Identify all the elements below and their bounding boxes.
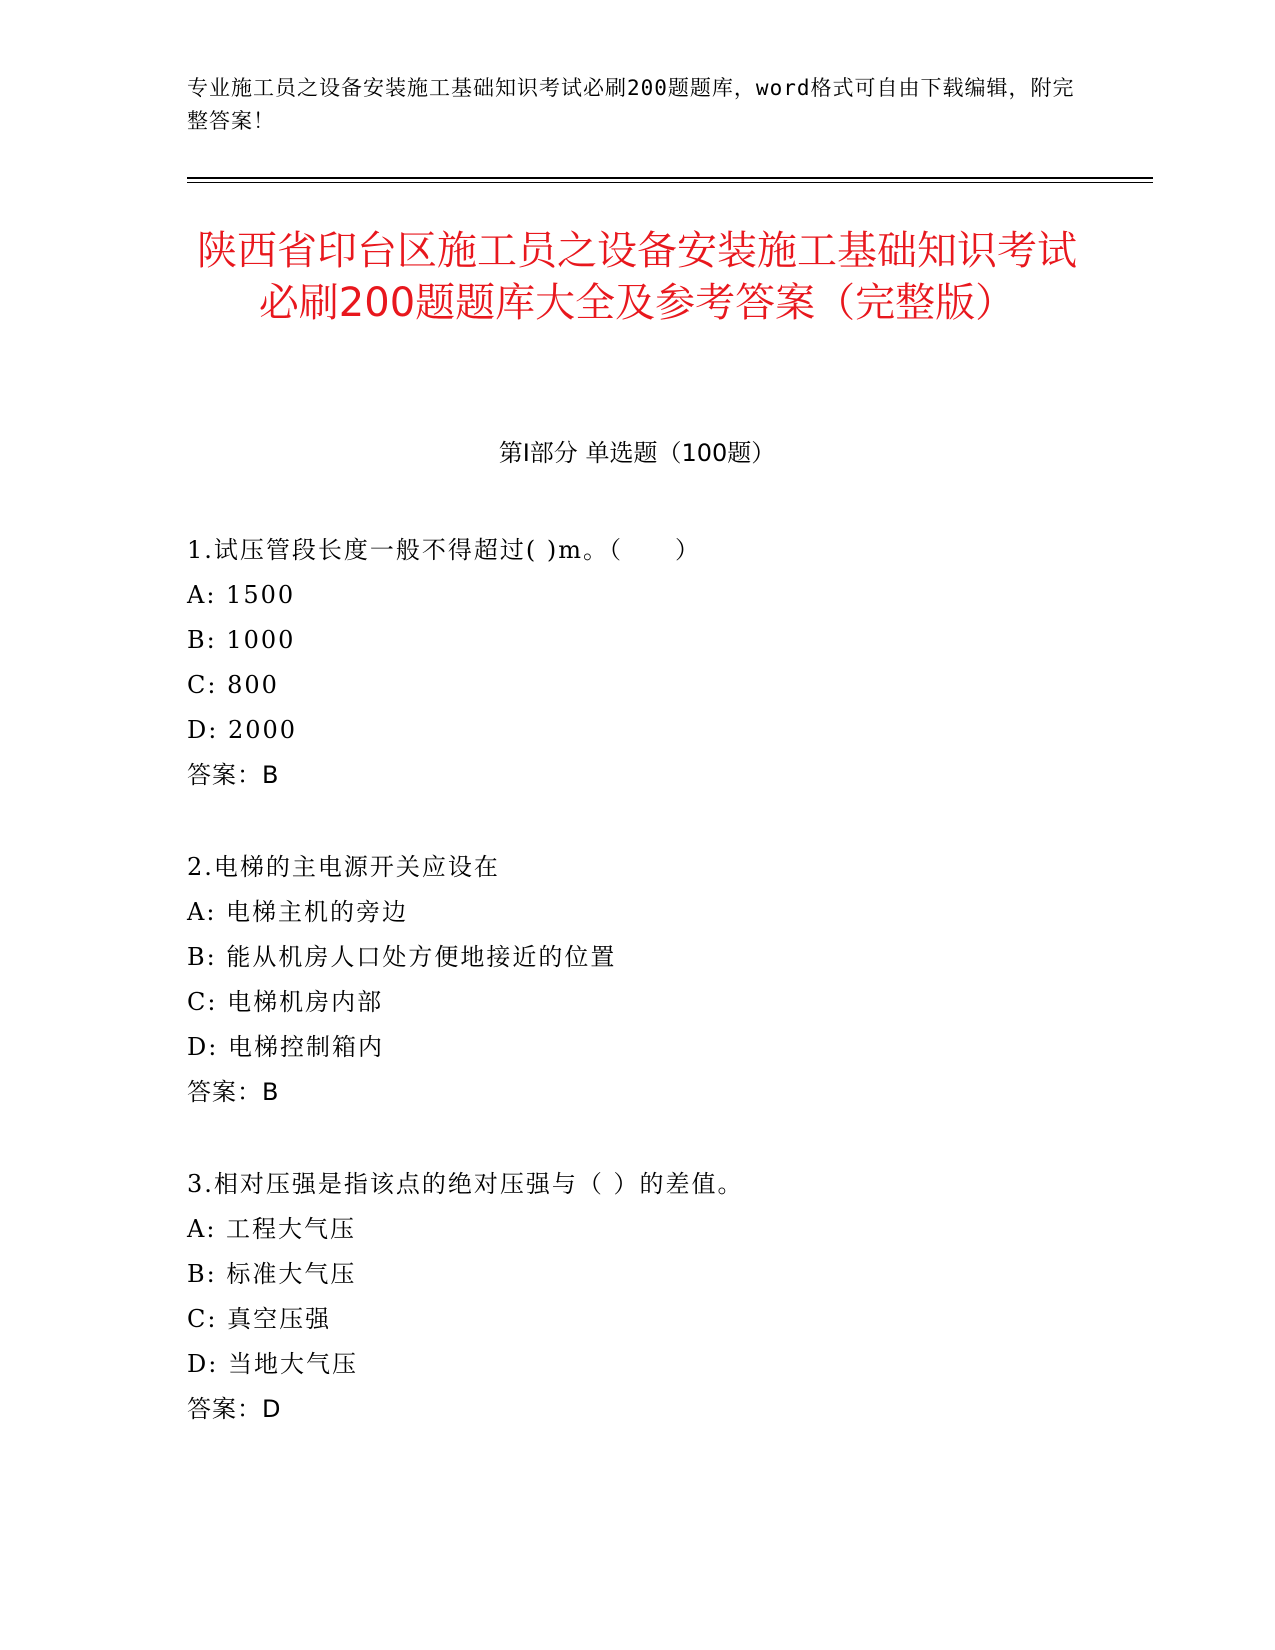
option-d: D: 电梯控制箱内 bbox=[187, 1033, 384, 1061]
option-b: B: 标准大气压 bbox=[187, 1260, 357, 1288]
option-a: A: 工程大气压 bbox=[187, 1215, 357, 1243]
option-c: C: 800 bbox=[187, 671, 279, 699]
document-title: 陕西省印台区施工员之设备安装施工基础知识考试必刷200题题库大全及参考答案（完整版） bbox=[197, 228, 1077, 326]
header-divider-thin bbox=[187, 182, 1153, 183]
answer-line: 答案：B bbox=[187, 761, 280, 789]
option-a: A: 1500 bbox=[187, 581, 296, 609]
question-list bbox=[187, 528, 1147, 1479]
option-a: A: 电梯主机的旁边 bbox=[187, 898, 409, 926]
question-stem: 3.相对压强是指该点的绝对压强与（ ）的差值。 bbox=[187, 1170, 744, 1198]
option-d: D: 当地大气压 bbox=[187, 1350, 358, 1378]
section-heading: 第I部分 单选题（100题） bbox=[498, 439, 776, 467]
option-d: D: 2000 bbox=[187, 716, 298, 744]
option-b: B: 1000 bbox=[187, 626, 296, 654]
question-stem: 1.试压管段长度一般不得超过( )m。（ ） bbox=[187, 536, 702, 564]
option-c: C: 电梯机房内部 bbox=[187, 988, 384, 1016]
question-1 bbox=[187, 528, 1147, 798]
answer-line: 答案：D bbox=[187, 1395, 282, 1423]
answer-line: 答案：B bbox=[187, 1078, 280, 1106]
option-c: C: 真空压强 bbox=[187, 1305, 332, 1333]
question-2 bbox=[187, 845, 1147, 1115]
question-3 bbox=[187, 1162, 1147, 1432]
option-b: B: 能从机房人口处方便地接近的位置 bbox=[187, 943, 617, 971]
header-note: 专业施工员之设备安装施工基础知识考试必刷200题题库，word格式可自由下载编辑，附完整答案！ bbox=[187, 76, 1075, 133]
question-stem: 2.电梯的主电源开关应设在 bbox=[187, 853, 500, 881]
header-divider-thick bbox=[187, 177, 1153, 179]
